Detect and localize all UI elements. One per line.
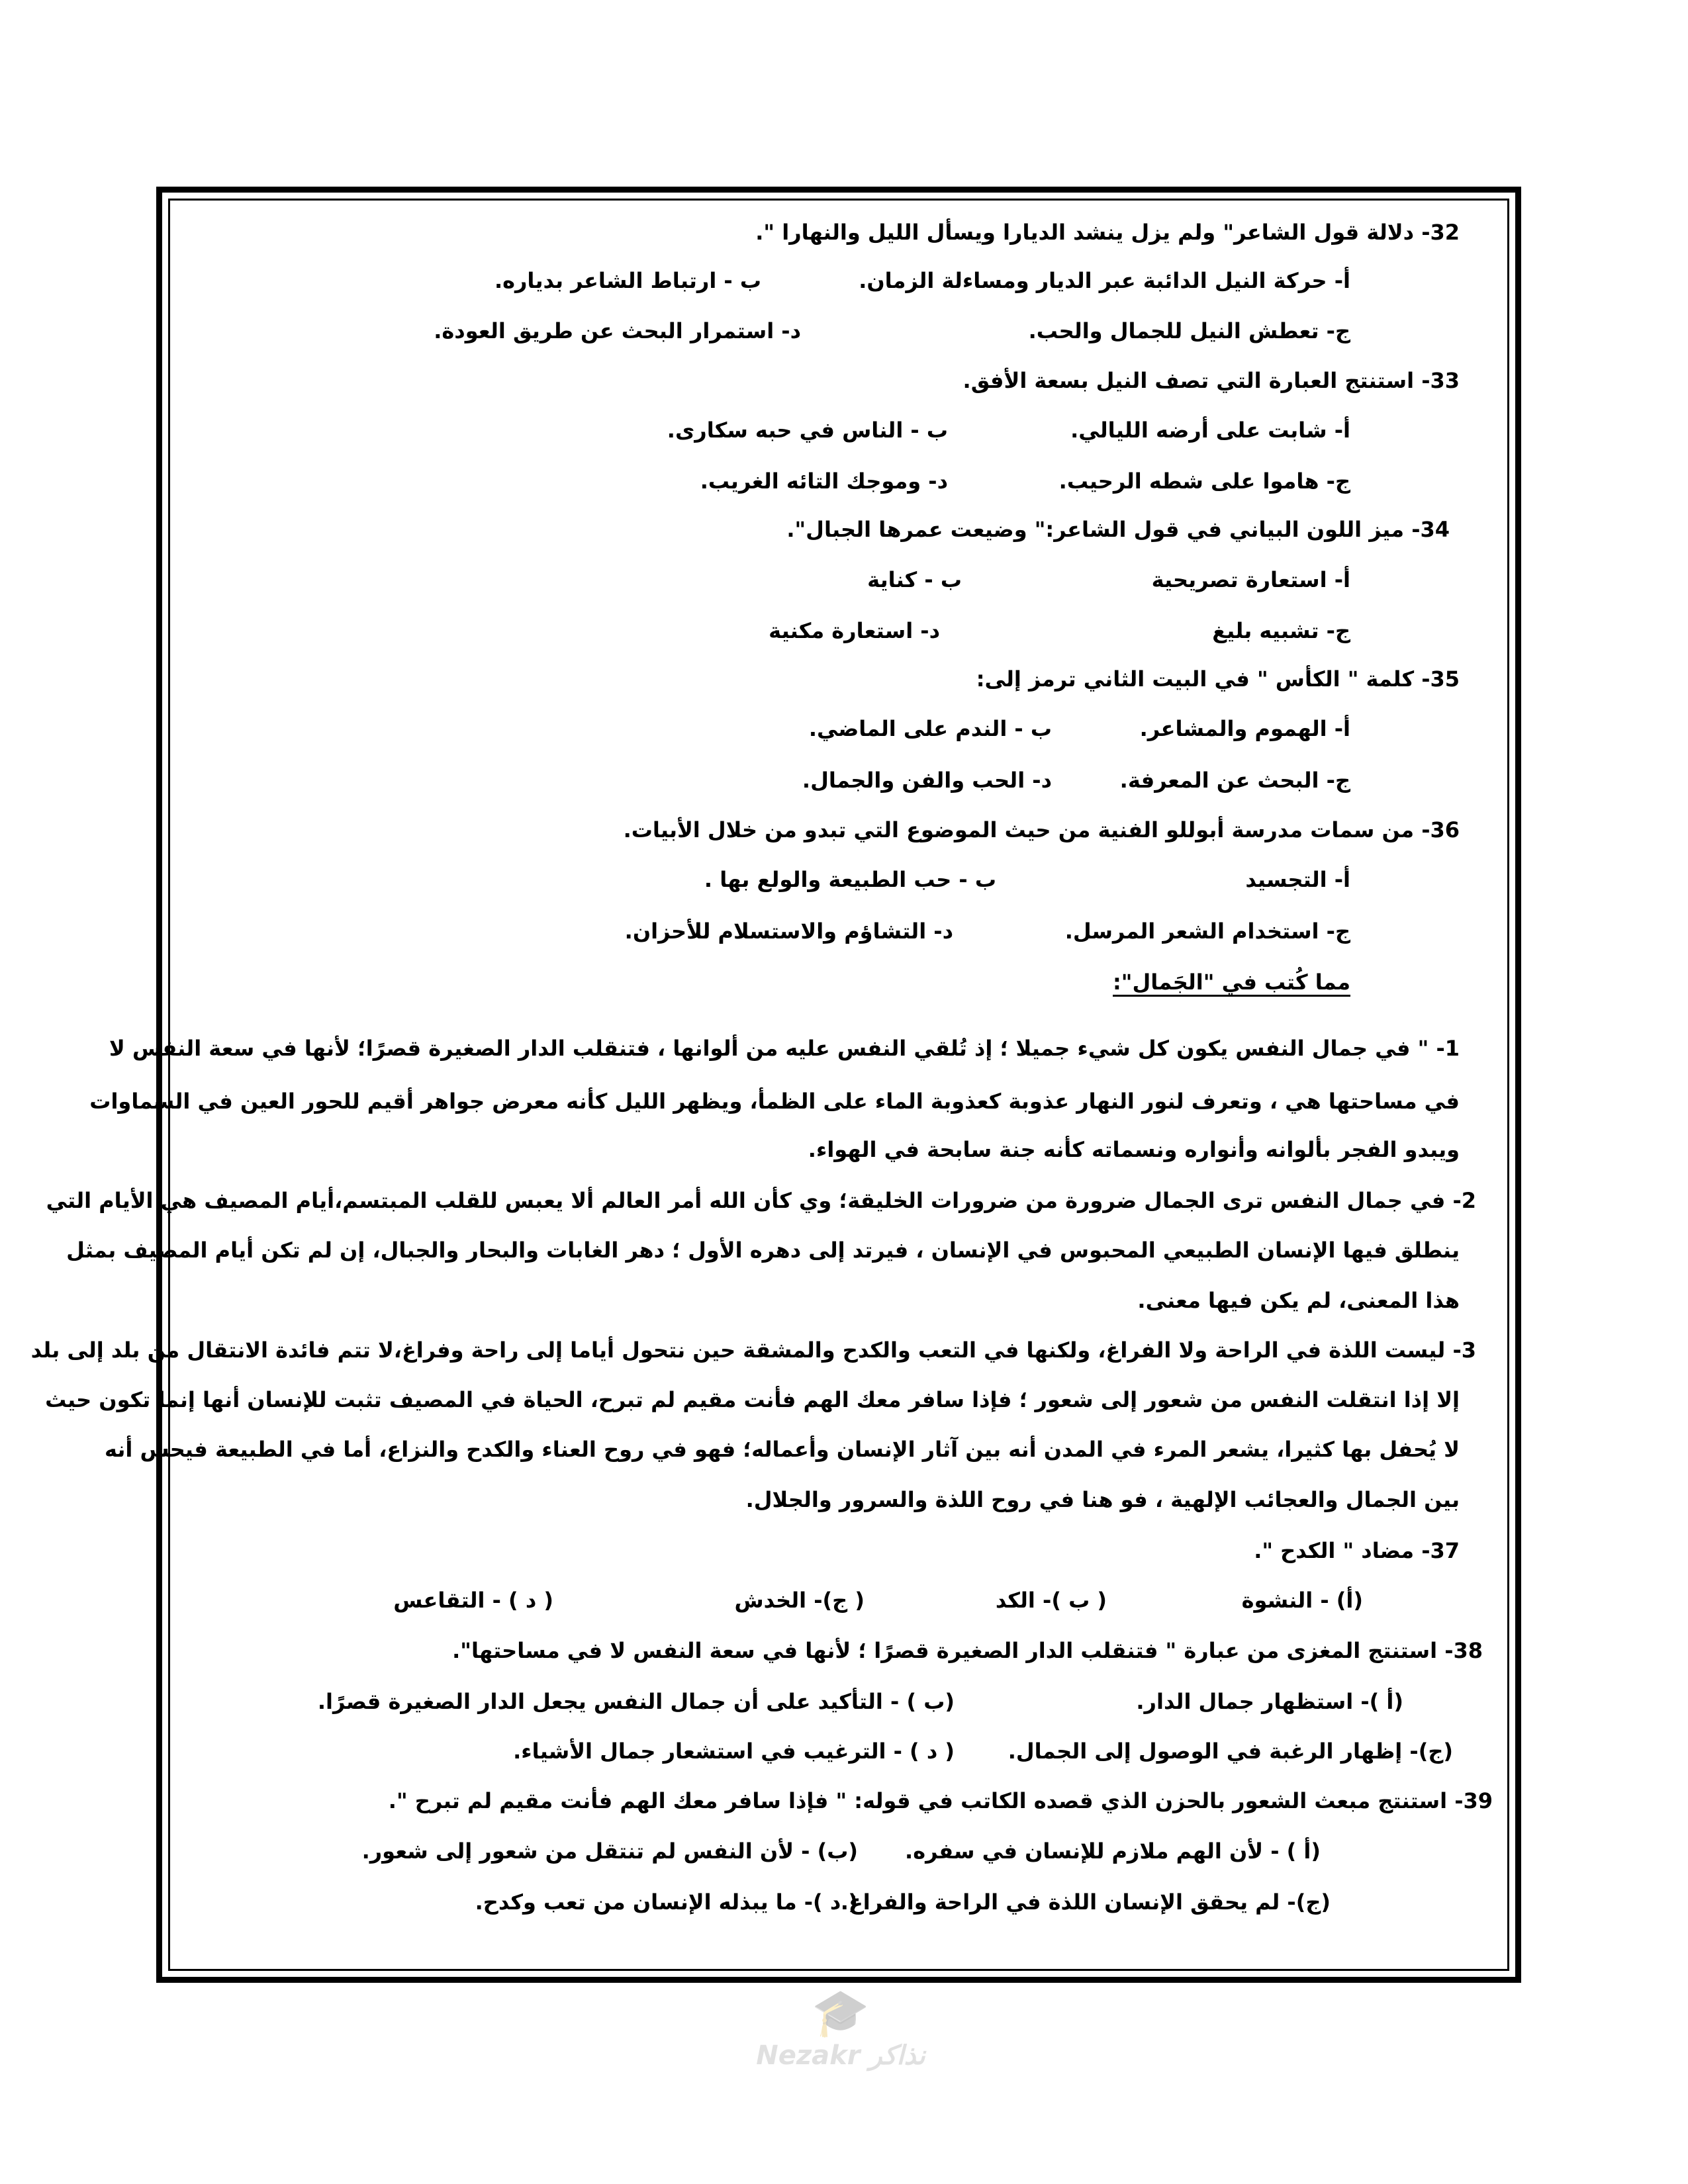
- option-a: أ- الهموم والمشاعر.: [1139, 716, 1350, 741]
- option-b: ب - حب الطبيعة والولع بها .: [704, 867, 996, 892]
- option-d: د- الحب والفن والجمال.: [802, 768, 1052, 793]
- passage-1-line: 1- " في جمال النفس يكون كل شيء جميلا ؛ إذ تُلقي النفس عليه من ألوانها ، فتنقلب الدار الصغيرة قصرًا؛ لأنها في سعة النفس لا: [109, 1036, 1460, 1061]
- question-33: 33- استنتج العبارة التي تصف النيل بسعة الأفق.: [962, 368, 1460, 393]
- option-b: ب - ارتباط الشاعر بدياره.: [494, 268, 761, 293]
- question-39: 39- استنتج مبعث الشعور بالحزن الذي قصده الكاتب في قوله: " فإذا سافر معك الهم فأنت مقيم لم تبرح ".: [388, 1788, 1493, 1813]
- option-d: د- التشاؤم والاستسلام للأحزان.: [624, 919, 953, 944]
- option-c: (ج)- إظهار الرغبة في الوصول إلى الجمال.: [1008, 1739, 1453, 1764]
- watermark-logo: [741, 1985, 940, 2138]
- graduation-cap-book-icon: 🎓: [812, 1985, 870, 2040]
- option-b: ب - كناية: [867, 567, 962, 592]
- option-a: (أ )- استظهار جمال الدار.: [1136, 1689, 1403, 1714]
- option-d: ( د )- ما يبذله الإنسان من تعب وكدح.: [475, 1889, 858, 1915]
- option-a: أ- التجسيد: [1245, 867, 1350, 892]
- passage-3-line: بين الجمال والعجائب الإلهية ، فو هنا في روح اللذة والسرور والجلال.: [745, 1487, 1460, 1512]
- question-34: 34- ميز اللون البياني في قول الشاعر:" وضيعت عمرها الجبال".: [786, 517, 1450, 542]
- option-a: (أ) - النشوة: [1241, 1588, 1363, 1613]
- question-35: 35- كلمة " الكأس " في البيت الثاني ترمز إلى:: [976, 666, 1460, 692]
- option-d: د- استمرار البحث عن طريق العودة.: [434, 318, 801, 343]
- option-c: ج- تعطش النيل للجمال والحب.: [1028, 318, 1350, 343]
- passage-2-line: 2- في جمال النفس ترى الجمال ضرورة من ضرورات الخليقة؛ وي كأن الله أمر العالم ألا يعبس للقلب المبتسم،أيام المصيف هي الأيام التي: [46, 1188, 1476, 1213]
- option-a: أ- حركة النيل الدائبة عبر الديار ومساءلة الزمان.: [859, 268, 1350, 293]
- question-32: 32- دلالة قول الشاعر" ولم يزل ينشد الديارا ويسأل الليل والنهارا ".: [755, 220, 1460, 245]
- option-c: (ج)- لم يحقق الإنسان اللذة في الراحة والفراغ.: [840, 1889, 1331, 1915]
- passage-2-line: ينطلق فيها الإنسان الطبيعي المحبوس في الإنسان ، فيرتد إلى دهره الأول ؛ دهر الغابات والبحار والجبال، إن لم تكن أيام المصيف بمثل: [66, 1238, 1460, 1263]
- option-d: د- وموجك التائه الغريب.: [700, 469, 948, 494]
- question-38: 38- استنتج المغزى من عبارة " فتنقلب الدار الصغيرة قصرًا ؛ لأنها في سعة النفس لا في مساحتها".: [452, 1638, 1483, 1663]
- option-b: (ب) - لأن النفس لم تنتقل من شعور إلى شعور.: [361, 1839, 858, 1864]
- option-a: (أ ) - لأن الهم ملازم للإنسان في سفره.: [905, 1839, 1321, 1864]
- option-c: ( ج)- الخدش: [734, 1588, 865, 1613]
- option-b: ب - الناس في حبه سكارى.: [667, 418, 948, 443]
- option-a: أ- استعارة تصريحية: [1151, 567, 1350, 592]
- passage-1-line: في مساحتها هي ، وتعرف لنور النهار عذوبة كعذوبة الماء على الظمأ، ويظهر الليل كأنه معرض جواهر أقيم للحور العين في السماوات: [89, 1089, 1460, 1114]
- watermark-text: Nezakr نذاكر: [756, 2040, 925, 2071]
- option-d: ( د ) - الترغيب في استشعار جمال الأشياء.: [513, 1739, 955, 1764]
- option-b: ( ب )- الكد: [995, 1588, 1107, 1613]
- passage-3-line: 3- ليست اللذة في الراحة ولا الفراغ، ولكنها في التعب والكدح والمشقة حين نتحول أياما إلى راحة وفراغ،لا تتم فائدة الانتقال من بلد إلى بلد: [30, 1338, 1476, 1363]
- option-c: ج- استخدام الشعر المرسل.: [1064, 919, 1350, 944]
- passage-3-line: إلا إذا انتقلت النفس من شعور إلى شعور ؛ فإذا سافر معك الهم فأنت مقيم لم تبرح، الحياة في المصيف تثبت للإنسان أنها إنما تكون حيث: [45, 1387, 1460, 1412]
- option-d: ( د ) - التقاعس: [393, 1588, 553, 1613]
- option-b: (ب ) - التأكيد على أن جمال النفس يجعل الدار الصغيرة قصرًا.: [317, 1689, 955, 1714]
- passage-1-line: ويبدو الفجر بألوانه وأنواره ونسماته كأنه جنة سابحة في الهواء.: [808, 1137, 1460, 1162]
- passage-3-line: لا يُحفل بها كثيرا، يشعر المرء في المدن أنه بين آثار الإنسان وأعماله؛ فهو في روح العناء والكدح والنزاع، أما في الطبيعة فيحس أنه: [104, 1437, 1460, 1462]
- question-36: 36- من سمات مدرسة أبوللو الفنية من حيث الموضوع التي تبدو من خلال الأبيات.: [623, 817, 1460, 842]
- question-37: 37- مضاد " الكدح ".: [1254, 1538, 1460, 1563]
- option-d: د- استعارة مكنية: [769, 618, 940, 643]
- option-b: ب - الندم على الماضي.: [808, 716, 1052, 741]
- passage-2-line: هذا المعنى، لم يكن فيها معنى.: [1137, 1288, 1460, 1313]
- section-heading: مما كُتب في "الجَمال":: [1113, 970, 1350, 995]
- option-c: ج- البحث عن المعرفة.: [1119, 768, 1350, 793]
- option-c: ج- تشبيه بليغ: [1212, 618, 1350, 643]
- option-c: ج- هاموا على شطه الرحيب.: [1058, 469, 1350, 494]
- option-a: أ- شابت على أرضه الليالي.: [1070, 418, 1350, 443]
